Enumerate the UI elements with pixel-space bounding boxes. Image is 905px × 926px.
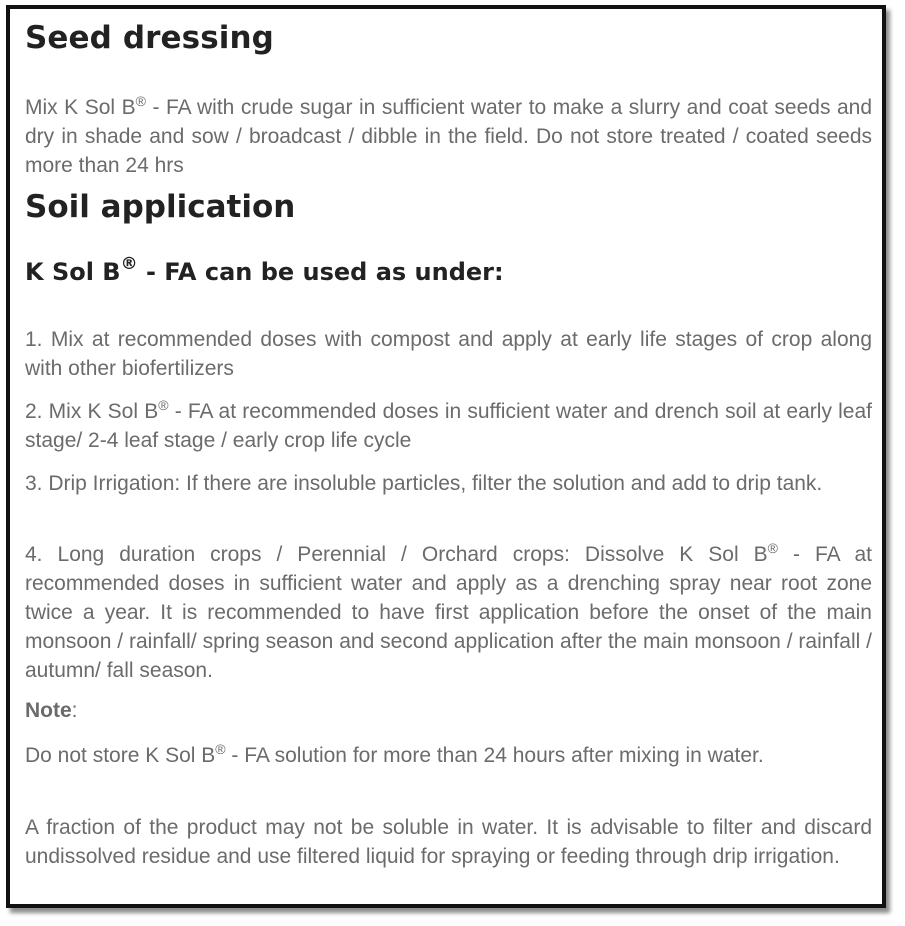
seed-dressing-paragraph: Mix K Sol B® - FA with crude sugar in sufficient water to make a slurry and coat seeds and dry in shade and sow / broadcast / dibble in the field. Do not store treated / coated seeds more than 24 hrs [25, 93, 873, 177]
document-frame [6, 5, 886, 908]
usage-item-3: 3. Drip Irrigation: If there are insoluble particles, filter the solution and add to drip tank. [25, 472, 823, 495]
note-label: Note: [25, 699, 78, 722]
note-paragraph-1: Do not store K Sol B® - FA solution for more than 24 hours after mixing in water. [25, 741, 764, 767]
usage-item-2: 2. Mix K Sol B® - FA at recommended doses in sufficient water and drench soil at early leaf stage/ 2-4 leaf stage / early crop life cycle [25, 397, 872, 452]
seed-dressing-heading: Seed dressing [25, 20, 274, 56]
usage-item-4: 4. Long duration crops / Perennial / Orchard crops: Dissolve K Sol B® - FA at recommended doses in sufficient water and apply as a drenching spray near root zone twice a year. It is recommended to have first application before the onset of the main monsoon / rainfall/ spring season and second application after the main monsoon / rainfall / autumn/ fall season. [25, 540, 872, 682]
soil-application-heading: Soil application [25, 189, 296, 225]
note-paragraph-2: A fraction of the product may not be soluble in water. It is advisable to filter and discard undissolved residue and use filtered liquid for spraying or feeding through drip irrigation. [25, 816, 872, 868]
usage-subheading: K Sol B® - FA can be used as under: [25, 254, 504, 286]
usage-item-1: 1. Mix at recommended doses with compost and apply at early life stages of crop along with other biofertilizers [25, 328, 872, 380]
